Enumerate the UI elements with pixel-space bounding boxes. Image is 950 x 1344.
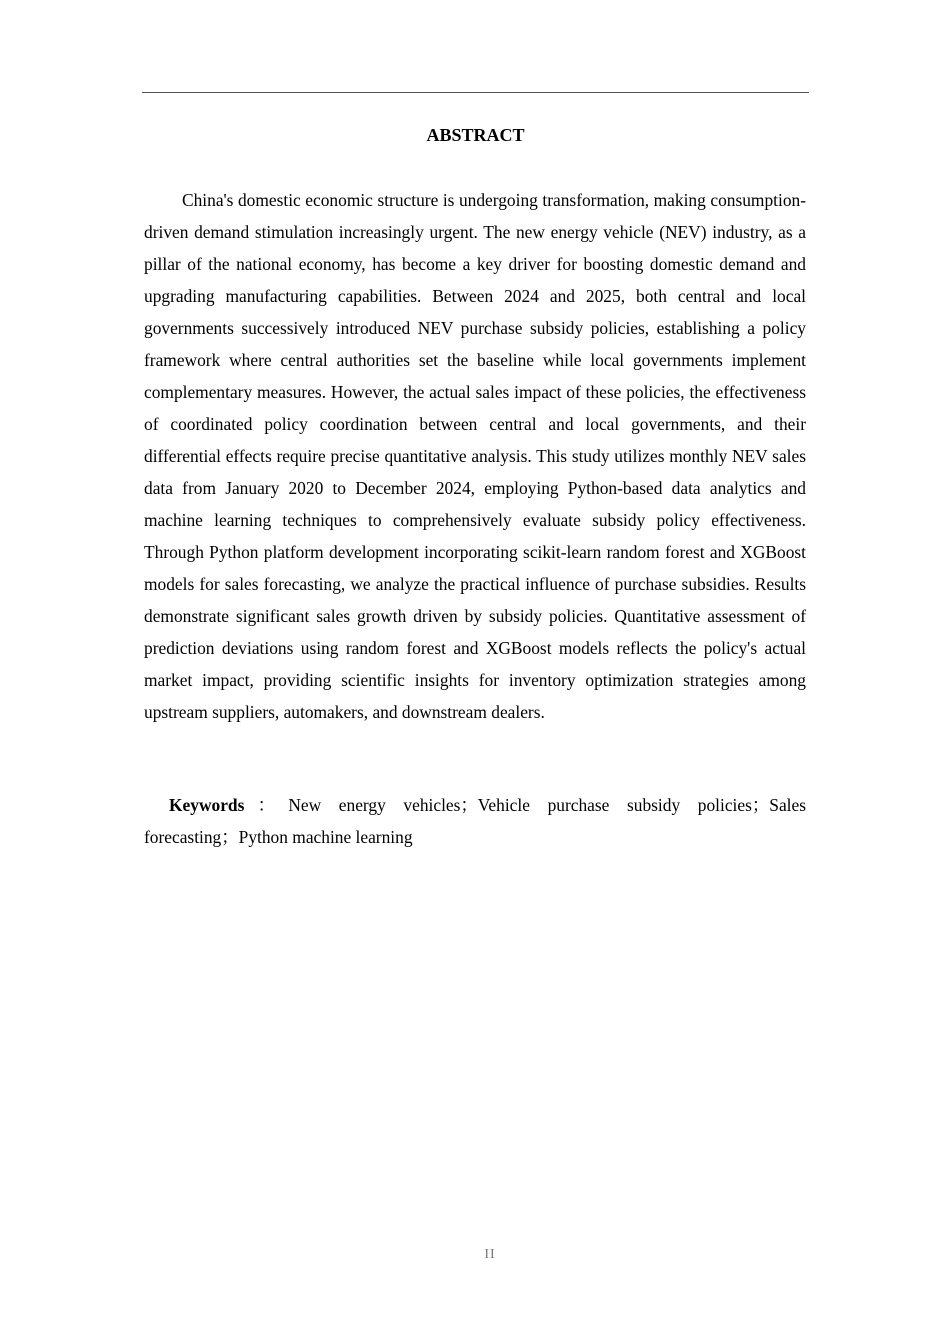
keyword-item: New energy vehicles； bbox=[288, 795, 478, 815]
keywords-paragraph bbox=[144, 789, 806, 853]
keyword-item: Vehicle purchase subsidy policies； bbox=[477, 795, 770, 815]
abstract-paragraph: China's domestic economic structure is undergoing transformation, making consumption-driven demand stimulation increasingly urgent. The new energy vehicle (NEV) industry, as a pillar of the national economy, has become a key driver for boosting domestic demand and upgrading manufacturing capabilities. Between 2024 and 2025, both central and local governments successively introduced NEV purchase subsidy policies, establishing a policy framework where central authorities set the baseline while local governments implement complementary measures. However, the actual sales impact of these policies, the effectiveness of coordinated policy coordination between central and local governments, and their differential effects require precise quantitative analysis. This study utilizes monthly NEV sales data from January 2020 to December 2024, employing Python-based data analytics and machine learning techniques to comprehensively evaluate subsidy policy effectiveness. Through Python platform development incorporating scikit-learn random forest and XGBoost models for sales forecasting, we analyze the practical influence of purchase subsidies. Results demonstrate significant sales growth driven by subsidy policies. Quantitative assessment of prediction deviations using random forest and XGBoost models reflects the policy's actual market impact, providing scientific insights for inventory optimization strategies among upstream suppliers, automakers, and downstream dealers. bbox=[144, 190, 806, 722]
keyword-item: Python machine learning bbox=[238, 827, 413, 847]
keywords-separator: ： bbox=[244, 795, 289, 815]
keyword-item: Sales forecasting； bbox=[144, 795, 806, 847]
header-rule bbox=[142, 92, 809, 93]
page-number: II bbox=[484, 1247, 496, 1262]
keywords-label: Keywords bbox=[169, 795, 245, 815]
abstract-title: ABSTRACT bbox=[426, 125, 525, 145]
